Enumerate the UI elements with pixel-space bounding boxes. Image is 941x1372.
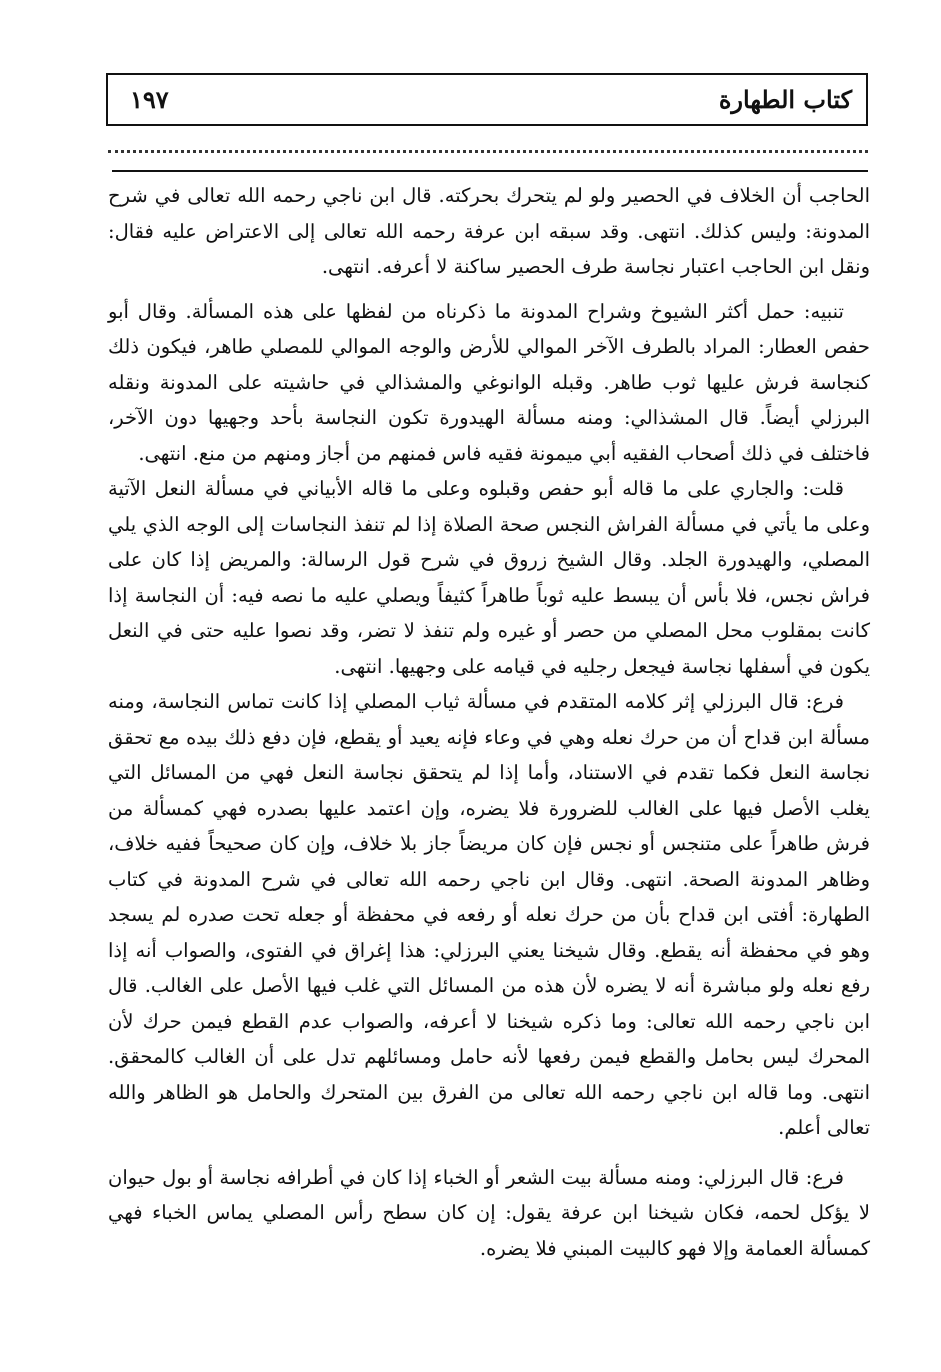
paragraph-continuation: الحاجب أن الخلاف في الحصير ولو لم يتحرك بحركته. قال ابن ناجي رحمه الله تعالى في شرح المدونة: وليس كذلك. انتهى. وقد سبقه ابن عرفة رحمه الله تعالى إلى الاعتراض عليه فقال: ونقل ابن الحاجب اعتبار نجاسة طرف الحصير ساكنة لا أعرفه. انتهى.	[108, 184, 870, 278]
book-title: كتاب الطهارة	[718, 85, 852, 114]
body-text	[108, 178, 870, 1266]
paragraph-far-1: فرع: قال البرزلي إثر كلامه المتقدم في مسألة ثياب المصلي إذا كانت تماس النجاسة، ومنه مسألة ابن قداح أن من حرك نعله وهي في وعاء فإنه يعيد أو يقطع، فإن دفع ذلك بيده مع تحقق نجاسة النعل فكما تقدم في الاستناد، وأما إذا لم يتحقق نجاسة النعل فهي من المسائل التي يغلب الأصل فيها على الغالب للضرورة فلا يضره، وإن اعتمد عليها بصدره فهي كمسألة من فرش طاهراً على متنجس أو نجس فإن كان مريضاً جاز بلا خلاف، وإن كان صحيحاً ففيه خلاف، وظاهر المدونة الصحة. انتهى. وقال ابن ناجي رحمه الله تعالى في شرح المدونة في كتاب الطهارة: أفتى ابن قداح بأن من حرك نعله أو رفعه في محفظة أو جعله تحت صدره لم يسجد وهو في محفظة أنه يقطع. وقال شيخنا يعني البرزلي: هذا إغراق في الفتوى، والصواب أنه إذا رفع نعله ولو مباشرة أنه لا يضره لأن هذه من المسائل التي غلب فيها الأصل على الغالب. قال ابن ناجي رحمه الله تعالى: وما ذكره شيخنا لا أعرفه، والصواب عدم القطع فيمن حرك لأن المحرك ليس بحامل والقطع فيمن رفعها لأنه حامل ومسائلهم تدل على أن الغالب كالمحقق. انتهى. وما قاله ابن ناجي رحمه الله تعالى من الفرق بين المتحرك والحامل هو الظاهر والله تعالى أعلم.	[108, 690, 870, 1139]
solid-divider	[112, 170, 868, 172]
page-header	[106, 73, 868, 126]
dotted-divider	[108, 150, 868, 153]
page-number: ١٩٧	[130, 85, 169, 114]
paragraph-tanbih: تنبيه: حمل أكثر الشيوخ وشراح المدونة ما ذكرناه من لفظها على هذه المسألة. وقال أبو حفص العطار: المراد بالطرف الآخر الموالي للأرض والوجه الموالي للمصلي طاهر، فيكون ذلك كنجاسة فرش عليها ثوب طاهر. وقبله الوانوغي والمشذالي في حاشيته على المدونة ونقله البرزلي أيضاً. قال المشذالي: ومنه مسألة الهيدورة تكون النجاسة بأحد وجهيها دون الآخر، فاختلف في ذلك أصحاب الفقيه أبي ميمونة فقيه فاس فمنهم من أجاز ومنهم من منع. انتهى.	[108, 299, 870, 465]
paragraph-far-2: فرع: قال البرزلي: ومنه مسألة بيت الشعر أو الخباء إذا كان في أطرافه نجاسة أو بول حيوان لا يؤكل لحمه، فكان شيخنا ابن عرفة يقول: إن كان سطح رأس المصلي يماس الخباء فهي كمسألة العمامة وإلا فهو كالبيت المبني فلا يضره.	[108, 1165, 870, 1260]
paragraph-qultu: قلت: والجاري على ما قاله أبو حفص وقبلوه وعلى ما قاله الأبياني في مسألة النعل الآتية وعلى ما يأتي في مسألة الفراش النجس صحة الصلاة إذا لم تنفذ النجاسات إلى الوجه الذي يلي المصلي، والهيدورة الجلد. وقال الشيخ زروق في شرح قول الرسالة: والمريض إذا كان على فراش نجس، فلا بأس أن يبسط عليه ثوباً طاهراً كثيفاً ويصلي عليه ما نصه فيه: أن النجاسة إذا كانت بمقلوب محل المصلي من حصر أو غيره ولم تنفذ لا تضر، وقد نصوا عليه حتى في النعل يكون في أسفلها نجاسة فيجعل رجليه في قيامه على وجهيها. انتهى.	[108, 477, 870, 678]
